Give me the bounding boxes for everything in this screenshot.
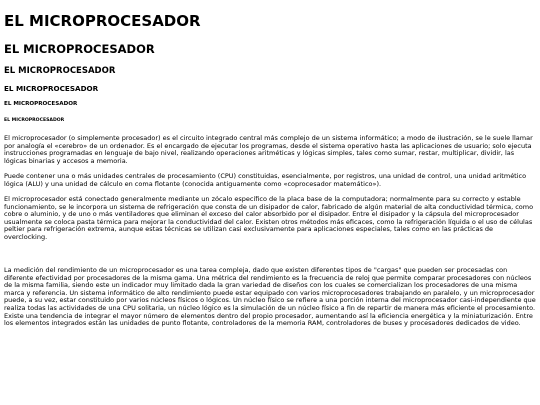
heading-level-6: EL MICROPROCESADOR	[4, 118, 65, 123]
heading-level-4: EL MICROPROCESADOR	[4, 84, 99, 93]
heading-level-1: EL MICROPROCESADOR	[4, 12, 201, 30]
paragraph-cpu-units: Puede contener una o más unidades centrales de procesamiento (CPU) constituidas, esencialmente, por registros, una unidad de control, una unidad aritmético lógica (ALU) y una unidad de cálculo en coma flotante (conocida antiguamente como «coprocesador matemático»).	[4, 172, 527, 188]
heading-level-5: EL MICROPROCESADOR	[4, 101, 78, 107]
paragraph-performance: La medición del rendimiento de un microprocesador es una tarea compleja, dado que existen diferentes tipos de "cargas" que pueden ser procesadas con diferente efectividad por procesadores de la misma gama. Una métrica del rendimiento es la frecuencia de reloj que permite comparar procesadores con núcleos de la misma familia, siendo este un indicador muy limitado dada la gran variedad de diseños con los cuales se comercializan los procesadores de una misma marca y referencia. Un sistema informático de alto rendimiento puede estar equipado con varios microprocesadores trabajando en paralelo, y un microprocesador puede, a su vez, estar constituido por varios núcleos físicos o lógicos. Un núcleo físico se refiere a una porción interna del microprocesador casi-independiente que realiza todas las actividades de una CPU solitaria, un núcleo lógico es la simulación de un núcleo físico a fin de repartir de manera más eficiente el procesamiento. Existe una tendencia de integrar el mayor número de elementos dentro del propio procesador, aumentando así la eficiencia energética y la miniaturización. Entre los elementos integrados están las unidades de punto flotante, controladores de la memoria RAM, controladores de buses y procesadores dedicados de video.	[4, 266, 536, 328]
paragraph-definition: El microprocesador (o simplemente procesador) es el circuito integrado central más complejo de un sistema informático; a modo de ilustración, se le suele llamar por analogía el «cerebro» de un ordenador. Es el encargado de ejecutar los programas, desde el sistema operativo hasta las aplicaciones de usuario; solo ejecuta instrucciones programadas en lenguaje de bajo nivel, realizando operaciones aritméticas y lógicas simples, tales como sumar, restar, multiplicar, dividir, las lógicas binarias y accesos a memoria.	[4, 134, 533, 165]
heading-level-2: EL MICROPROCESADOR	[4, 42, 155, 56]
paragraph-cooling: El microprocesador está conectado generalmente mediante un zócalo específico de la placa base de la computadora; normalmente para su correcto y estable funcionamiento, se le incorpora un sistema de refrigeración que consta de un disipador de calor, fabricado de algún material de alta conductividad térmica, como cobre o aluminio, y de uno o más ventiladores que eliminan el exceso del calor absorbido por el disipador. Entre el disipador y la cápsula del microprocesador usualmente se coloca pasta térmica para mejorar la conductividad del calor. Existen otros métodos más eficaces, como la refrigeración líquida o el uso de células peltier para refrigeración extrema, aunque estas técnicas se utilizan casi exclusivamente para aplicaciones especiales, tales como en las prácticas de overclocking.	[4, 195, 534, 241]
heading-level-3: EL MICROPROCESADOR	[4, 66, 116, 76]
